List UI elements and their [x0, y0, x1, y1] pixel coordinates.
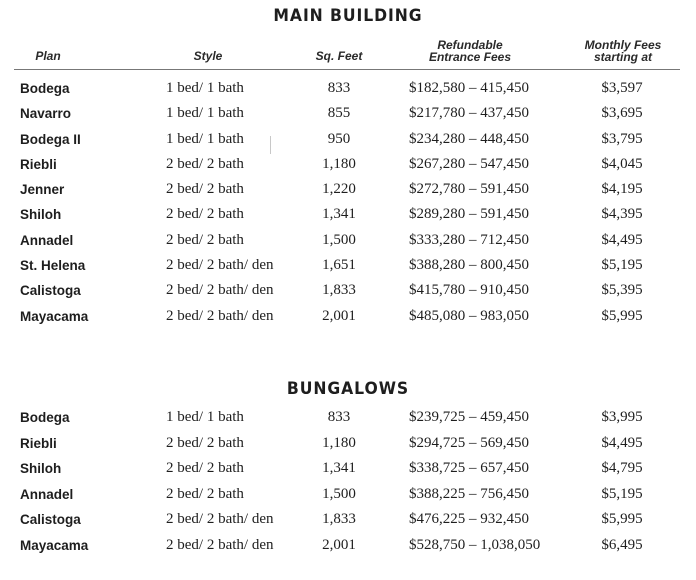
sqft-cell: 833: [327, 80, 351, 96]
header-refundable-line1: Refundable: [437, 38, 503, 52]
main-building-table: [0, 80, 696, 333]
monthly-fee-cell: $4,495: [601, 231, 643, 248]
entrance-fee-range-cell: $485,080 – 983,050: [409, 307, 529, 324]
style-cell: 2 bed/ 2 bath: [166, 485, 244, 502]
monthly-fee-cell: $3,795: [601, 130, 643, 147]
monthly-fee-cell: $4,495: [601, 434, 643, 451]
plan-cell: Navarro: [20, 106, 72, 122]
monthly-fee-cell: $4,195: [601, 181, 643, 198]
plan-cell: Riebli: [20, 156, 57, 172]
monthly-fee-cell: $3,695: [601, 105, 643, 122]
monthly-fee-cell: $5,395: [601, 282, 643, 299]
entrance-fee-range-cell: $217,780 – 437,450: [409, 105, 529, 122]
plan-cell: St. Helena: [20, 258, 86, 274]
entrance-fee-range-cell: $234,280 – 448,450: [409, 130, 529, 147]
table-row: [0, 409, 696, 435]
sqft-cell: 1,180: [322, 434, 356, 451]
sqft-cell: 1,833: [322, 282, 356, 299]
style-cell: 2 bed/ 2 bath/ den: [166, 257, 274, 274]
header-divider: [14, 69, 680, 70]
monthly-fee-cell: $4,395: [601, 206, 643, 223]
entrance-fee-range-cell: $289,280 – 591,450: [409, 206, 529, 223]
header-refundable: [415, 39, 525, 63]
sqft-cell: 855: [327, 105, 351, 122]
style-cell: 2 bed/ 2 bath: [166, 206, 244, 223]
table-row: [0, 257, 696, 282]
style-cell: 2 bed/ 2 bath: [166, 460, 244, 477]
main-building-title: MAIN BUILDING: [273, 6, 423, 26]
entrance-fee-range-cell: $272,780 – 591,450: [409, 181, 529, 198]
header-monthly-line2: starting at: [593, 50, 652, 64]
style-cell: 2 bed/ 2 bath/ den: [166, 511, 274, 528]
monthly-fee-cell: $5,995: [601, 307, 643, 324]
table-row: [0, 308, 696, 333]
sqft-cell: 1,651: [322, 257, 356, 274]
bungalows-table: [0, 409, 696, 563]
table-row: [0, 435, 696, 461]
entrance-fee-range-cell: $388,280 – 800,450: [409, 257, 529, 274]
header-monthly-line1: Monthly Fees: [584, 38, 662, 52]
header-refundable-line2: Entrance Fees: [428, 50, 512, 64]
monthly-fee-cell: $3,597: [601, 80, 643, 96]
entrance-fee-range-cell: $476,225 – 932,450: [409, 511, 529, 528]
style-cell: 2 bed/ 2 bath: [166, 434, 244, 451]
plan-cell: Bodega: [20, 410, 70, 425]
plan-cell: Calistoga: [20, 512, 81, 528]
monthly-fee-cell: $3,995: [601, 409, 643, 425]
style-cell: 2 bed/ 2 bath/ den: [166, 282, 274, 299]
style-cell: 1 bed/ 1 bath: [166, 80, 244, 96]
sqft-cell: 1,500: [322, 231, 356, 248]
plan-cell: Mayacama: [20, 308, 89, 324]
plan-cell: Bodega: [20, 81, 70, 96]
plan-cell: Riebli: [20, 435, 57, 451]
table-row: [0, 537, 696, 563]
table-row: [0, 80, 696, 105]
table-row: [0, 131, 696, 156]
plan-cell: Shiloh: [20, 207, 62, 223]
sqft-cell: 1,500: [322, 485, 356, 502]
sqft-cell: 1,341: [322, 460, 356, 477]
plan-cell: Jenner: [20, 182, 65, 198]
table-row: [0, 511, 696, 537]
plan-cell: Annadel: [20, 486, 74, 502]
style-cell: 2 bed/ 2 bath/ den: [166, 536, 274, 553]
style-cell: 2 bed/ 2 bath: [166, 231, 244, 248]
sqft-cell: 2,001: [322, 536, 356, 553]
entrance-fee-range-cell: $333,280 – 712,450: [409, 231, 529, 248]
style-cell: 1 bed/ 1 bath: [166, 130, 244, 147]
sqft-cell: 2,001: [322, 307, 356, 324]
style-cell: 1 bed/ 1 bath: [166, 409, 244, 425]
entrance-fee-range-cell: $415,780 – 910,450: [409, 282, 529, 299]
style-cell: 2 bed/ 2 bath: [166, 155, 244, 172]
entrance-fee-range-cell: $239,725 – 459,450: [409, 409, 529, 425]
monthly-fee-cell: $4,045: [601, 155, 643, 172]
table-row: [0, 156, 696, 181]
sqft-cell: 1,180: [322, 155, 356, 172]
entrance-fee-range-cell: $267,280 – 547,450: [409, 155, 529, 172]
table-row: [0, 105, 696, 130]
header-sqft: Sq. Feet: [315, 49, 363, 63]
monthly-fee-cell: $5,195: [601, 485, 643, 502]
monthly-fee-cell: $6,495: [601, 536, 643, 553]
monthly-fee-cell: $5,195: [601, 257, 643, 274]
table-row: [0, 282, 696, 307]
plan-cell: Annadel: [20, 232, 74, 248]
sqft-cell: 1,833: [322, 511, 356, 528]
monthly-fee-cell: $5,995: [601, 511, 643, 528]
table-row: [0, 181, 696, 206]
header-style: Style: [193, 49, 223, 63]
entrance-fee-range-cell: $388,225 – 756,450: [409, 485, 529, 502]
sqft-cell: 1,341: [322, 206, 356, 223]
table-row: [0, 206, 696, 231]
bungalows-title: BUNGALOWS: [286, 379, 410, 399]
entrance-fee-range-cell: $528,750 – 1,038,050: [409, 536, 541, 553]
table-row: [0, 486, 696, 512]
table-row: [0, 232, 696, 257]
style-cell: 2 bed/ 2 bath: [166, 181, 244, 198]
entrance-fee-range-cell: $182,580 – 415,450: [409, 80, 529, 96]
monthly-fee-cell: $4,795: [601, 460, 643, 477]
header-plan: Plan: [35, 49, 61, 63]
plan-cell: Mayacama: [20, 537, 89, 553]
plan-cell: Shiloh: [20, 461, 62, 477]
style-cell: 1 bed/ 1 bath: [166, 105, 244, 122]
sqft-cell: 1,220: [322, 181, 356, 198]
sqft-cell: 950: [327, 130, 351, 147]
style-cell: 2 bed/ 2 bath/ den: [166, 307, 274, 324]
plan-cell: Calistoga: [20, 283, 81, 299]
sqft-cell: 833: [327, 409, 351, 425]
plan-cell: Bodega II: [20, 131, 81, 147]
header-monthly: [570, 39, 676, 63]
entrance-fee-range-cell: $338,725 – 657,450: [409, 460, 529, 477]
text-cursor: [270, 136, 271, 154]
entrance-fee-range-cell: $294,725 – 569,450: [409, 434, 529, 451]
table-row: [0, 460, 696, 486]
